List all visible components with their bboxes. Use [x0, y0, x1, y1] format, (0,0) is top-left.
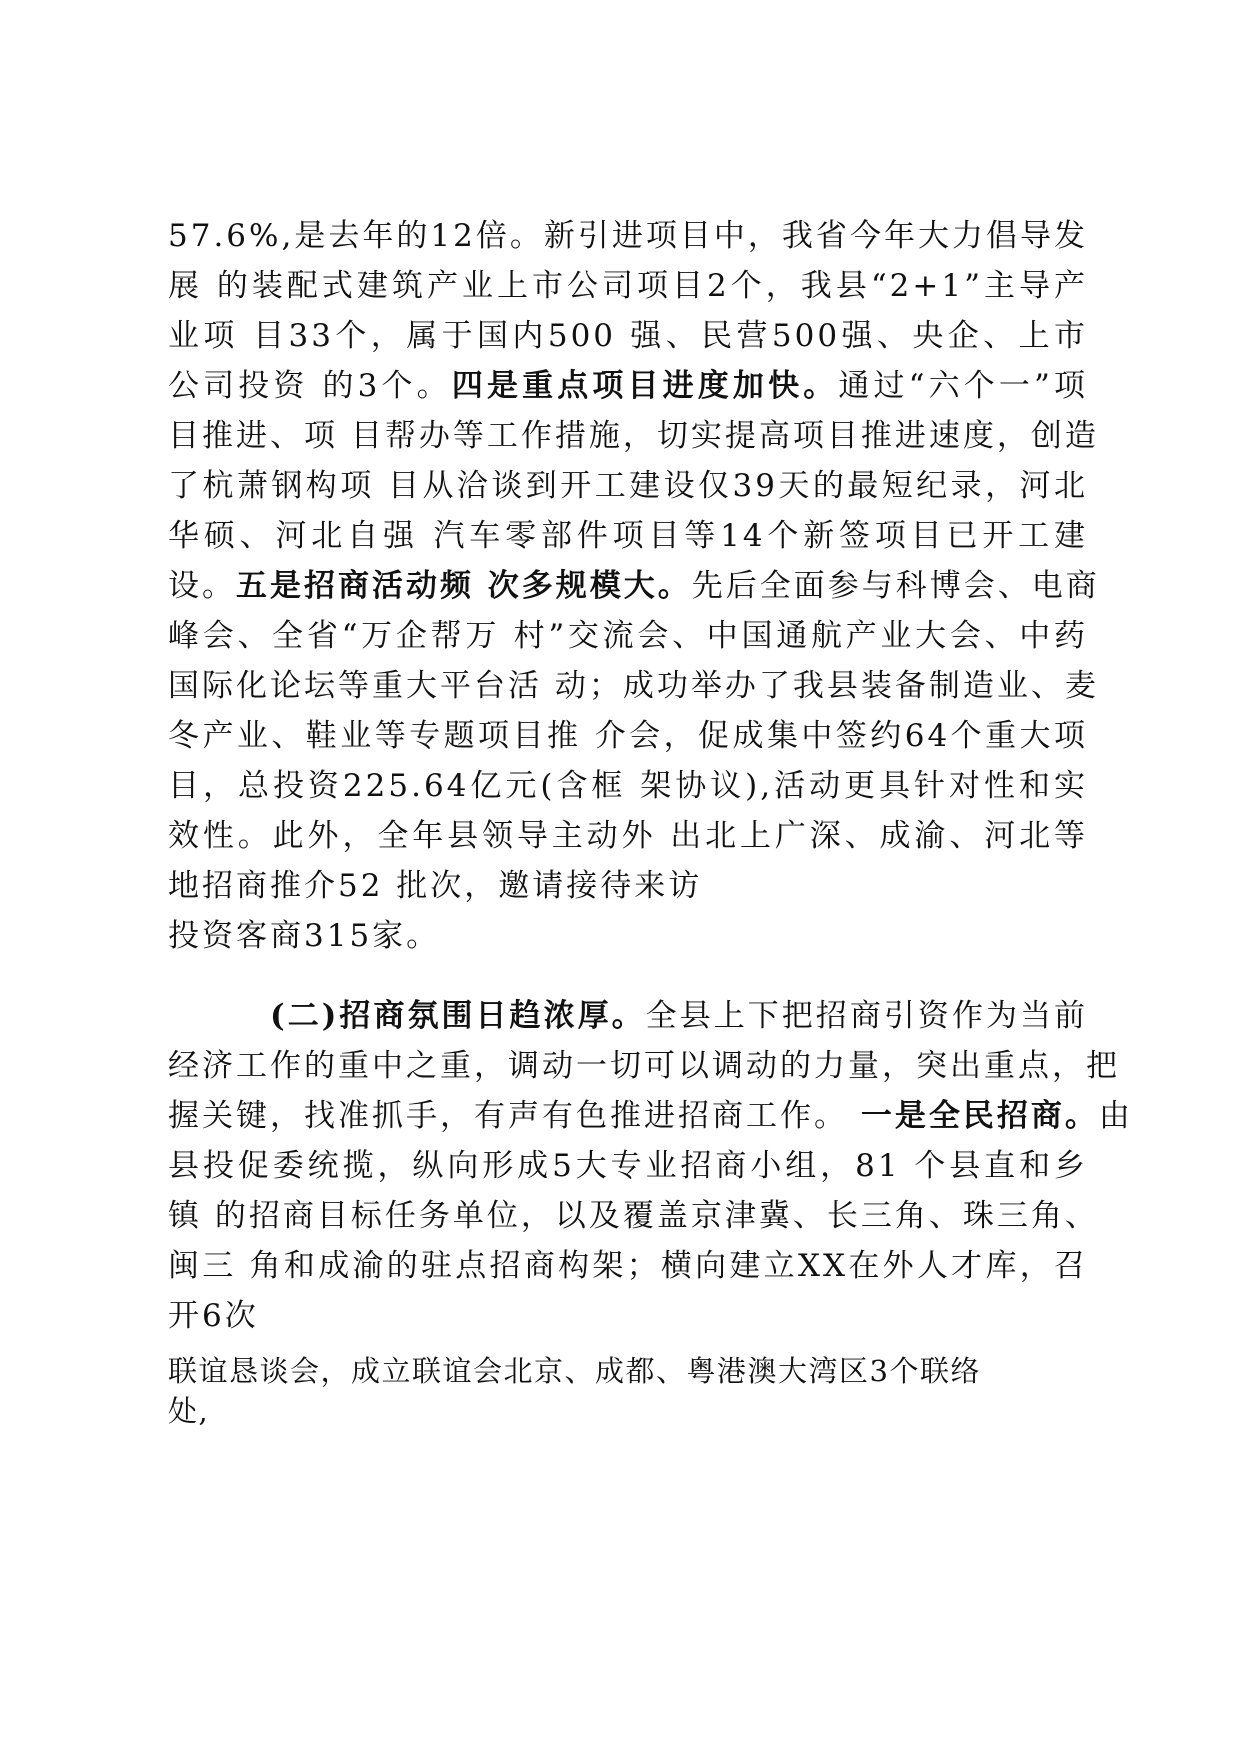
text-segment: 目，总投资225.64亿元(含框 架协议),活动更具针对性和实 — [168, 768, 1088, 804]
text-segment: 握关键，找准抓手，有声有色推进招商工作。 — [168, 1098, 861, 1134]
text-line-1 — [168, 215, 1088, 259]
text-segment: 开6次 — [168, 1298, 259, 1334]
text-segment: 通过“六个一”项 — [838, 368, 1089, 404]
text-segment: 投资客商315家。 — [168, 918, 441, 954]
text-segment: 目推进、项 目帮办等工作措施，切实提高项目推进速度，创造 — [168, 418, 1099, 454]
text-segment: 设。 — [168, 568, 236, 604]
text-segment: 效性。此外，全年县领导主动外 出北上广深、成渝、河北等 — [168, 818, 1088, 854]
text-segment: 华硕、河北自强 汽车零部件项目等14个新签项目已开工建 — [168, 518, 1088, 554]
text-segment: 联谊恳谈会，成立联谊会北京、成都、粤港澳大湾区3个联络 — [168, 1354, 981, 1388]
text-line-24 — [168, 1390, 1088, 1434]
text-line-10 — [168, 665, 1099, 709]
text-line-19 — [168, 1145, 1088, 1189]
text-segment: 57.6%,是去年的12倍。新引进项目中，我省今年大力倡导发 — [168, 218, 1088, 254]
text-segment: 国际化论坛等重大平台活 动；成功举办了我县装备制造业、麦 — [168, 668, 1099, 704]
text-segment: 地招商推介52 批次，邀请接待来访 — [168, 868, 703, 904]
text-segment: 闽三 角和成渝的驻点招商构架；横向建立XX在外人才库，召 — [168, 1248, 1088, 1284]
bold-text-segment: 五是招商活动频 次多规模大。 — [236, 568, 692, 604]
text-line-9 — [168, 615, 1088, 659]
text-line-23 — [168, 1350, 1088, 1394]
text-line-5 — [168, 415, 1099, 459]
text-segment: 县投促委统揽，纵向形成5大专业招商小组，81 个县直和乡 — [168, 1148, 1088, 1184]
text-line-11 — [168, 715, 1088, 759]
text-line-6 — [168, 465, 1088, 509]
text-segment: 公司投资 的3个。 — [168, 368, 452, 404]
text-segment: 业项 目33个，属于国内500 强、民营500强、央企、上市 — [168, 318, 1088, 354]
text-segment: 展 的装配式建筑产业上市公司项目2个，我县“2+1”主导产 — [168, 268, 1088, 304]
text-line-4 — [168, 365, 1088, 409]
text-segment: 峰会、全省“万企帮万 村”交流会、中国通航产业大会、中药 — [168, 618, 1088, 654]
bold-text-segment: 四是重点项目进度加快。 — [451, 368, 839, 404]
text-line-16 — [168, 995, 1088, 1039]
text-line-7 — [168, 515, 1088, 559]
text-segment: 经济工作的重中之重，调动一切可以调动的力量，突出重点，把 — [168, 1048, 1120, 1084]
text-line-18 — [168, 1095, 1133, 1139]
bold-text-segment: (二)招商氛围日趋浓厚。 — [270, 998, 646, 1034]
text-line-17 — [168, 1045, 1120, 1089]
text-segment: 镇 的招商目标任务单位，以及覆盖京津冀、长三角、珠三角、 — [168, 1198, 1099, 1234]
text-line-15 — [168, 915, 1088, 959]
text-line-21 — [168, 1245, 1088, 1289]
text-line-13 — [168, 815, 1088, 859]
text-line-2 — [168, 265, 1088, 309]
text-segment: 先后全面参与科博会、电商 — [691, 568, 1100, 604]
text-line-12 — [168, 765, 1088, 809]
text-segment: 了杭萧钢构项 目从洽谈到开工建设仅39天的最短纪录，河北 — [168, 468, 1088, 504]
text-line-3 — [168, 315, 1088, 359]
text-segment: 由 — [1098, 1098, 1133, 1134]
text-line-20 — [168, 1195, 1099, 1239]
text-segment: 处, — [168, 1394, 210, 1428]
bold-text-segment: 一是全民招商。 — [860, 1098, 1099, 1134]
text-line-8 — [168, 565, 1100, 609]
text-segment: 全县上下把招商引资作为当前 — [645, 998, 1088, 1034]
text-line-22 — [168, 1295, 1088, 1339]
text-line-14 — [168, 865, 1088, 909]
text-segment: 冬产业、鞋业等专题项目推 介会，促成集中签约64个重大项 — [168, 718, 1088, 754]
